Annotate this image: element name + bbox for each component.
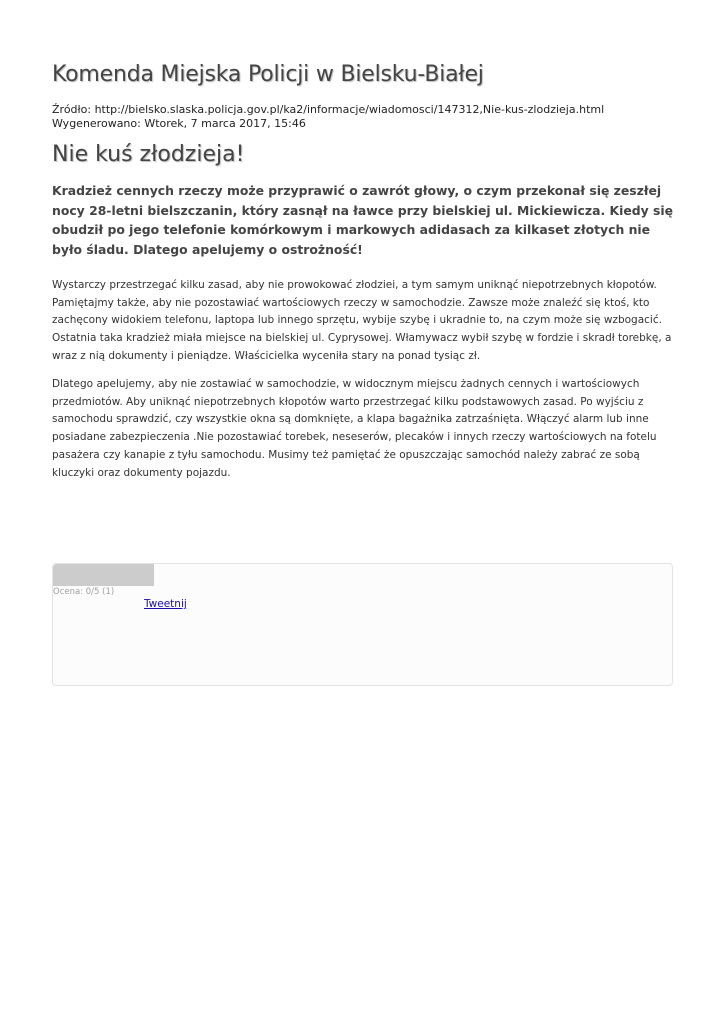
source-url-text: Źródło: http://bielsko.slaska.policja.gov.pl/ka2/informacje/wiadomosci/147312,Nie-kus-zlodzieja.html <box>52 103 605 116</box>
article-lead: Kradzież cennych rzeczy może przyprawić o zawrót głowy, o czym przekonał się zeszłej nocy 28-letni bielszczanin, który zasnął na ławce przy bielskiej ul. Mickiewicza. Kiedy się obudził po jego telefonie komórkowym i markowych adidasach za kilkaset złotych nie było śladu. Dlatego apelujemy o ostrożność! <box>52 183 674 257</box>
article-paragraph: Dlatego apelujemy, aby nie zostawiać w samochodzie, w widocznym miejscu żadnych cennych i wartościowych przedmiotów. Aby uniknąć niepotrzebnych kłopotów warto przestrzegać kilku podstawowych zasad. Po wyjściu z samochodu sprawdzić, czy wszystkie okna są domknięte, a klapa bagażnika zatrzaśnięta. Włączyć alarm lub inne posiadane zabezpieczenia .Nie pozostawiać torebek, neseserów, plecaków i innych rzeczy wartościowych na fotelu pasażera czy kanapie z tyłu samochodu. Musimy też pamiętać że opuszczając samochód należy zabrać ze sobą kluczyki oraz dokumenty pojazdu. <box>52 378 657 479</box>
generated-date-text: Wygenerowano: Wtorek, 7 marca 2017, 15:46 <box>52 117 306 130</box>
rating-widget[interactable] <box>53 564 154 586</box>
tweet-link[interactable]: Tweetnij <box>144 598 187 610</box>
rating-share-box <box>52 563 673 686</box>
site-title: Komenda Miejska Policji w Bielsku-Białej <box>52 62 484 87</box>
rating-text: Ocena: 0/5 (1) <box>53 587 115 597</box>
source-meta <box>52 103 604 131</box>
article-paragraph: Wystarczy przestrzegać kilku zasad, aby nie prowokować złodziei, a tym samym uniknąć niepotrzebnych kłopotów. Pamiętajmy także, aby nie pozostawiać wartościowych rzeczy w samochodzie. Zawsze może znaleźć się ktoś, kto zachęcony widokiem telefonu, laptopa lub innego sprzętu, wybije szybę i ukradnie to, na czym może się wzbogacić. Ostatnia taka kradzież miała miejsce na bielskiej ul. Cyprysowej. Włamywacz wybił szybę w fordzie i skradł torebkę, a wraz z nią dokumenty i pieniądze. Właścicielka wyceniła stary na ponad tysiąc zł. <box>52 279 672 362</box>
article-title: Nie kuś złodzieja! <box>52 142 245 167</box>
